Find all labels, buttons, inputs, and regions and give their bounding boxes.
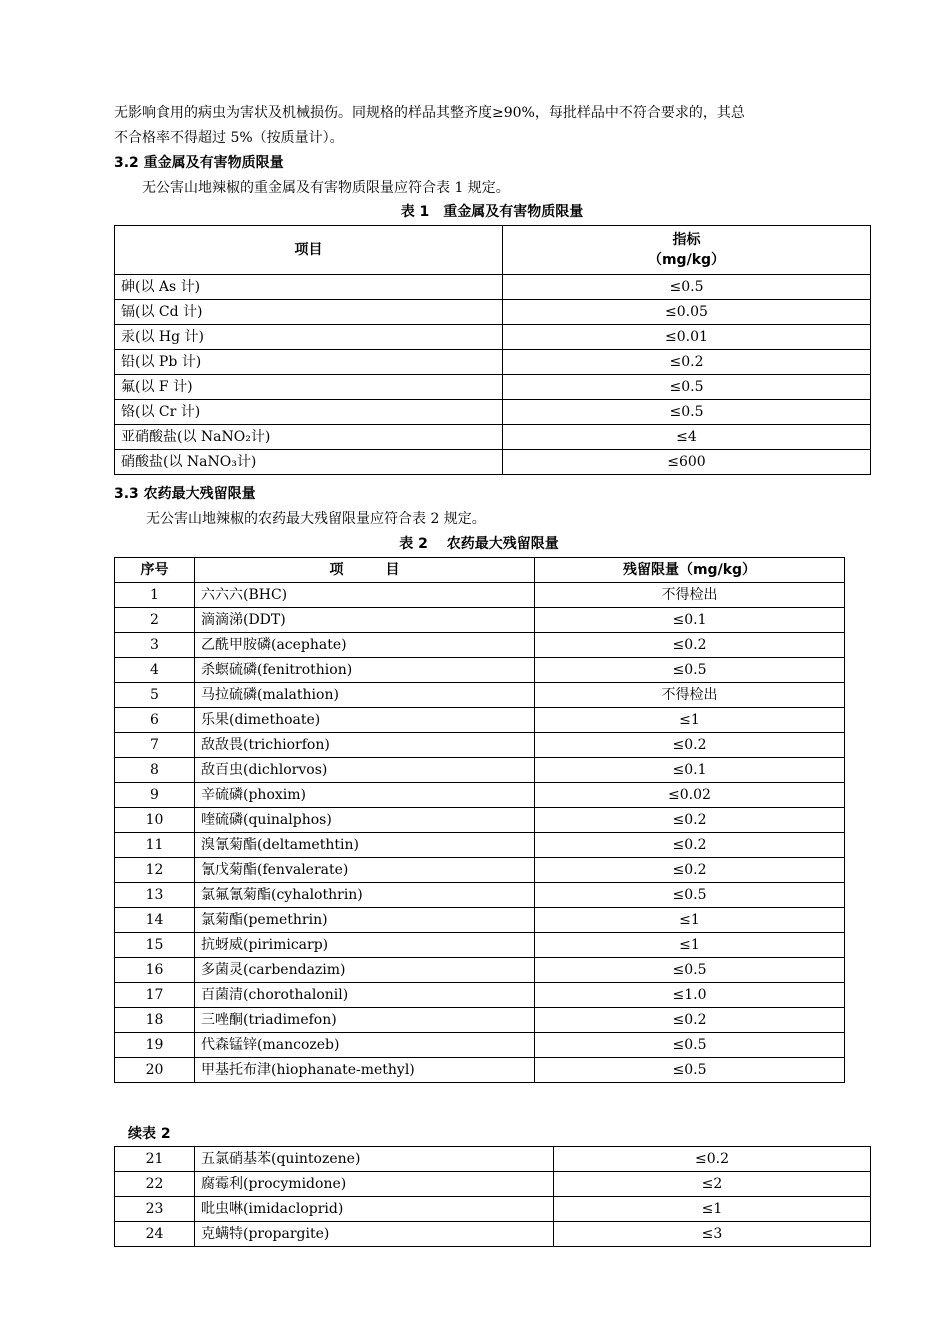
table2-no-cell: 10 — [115, 808, 195, 833]
table1-item-cell: 砷(以 As 计) — [115, 275, 503, 300]
table2-item-cell: 氯氟氰菊酯(cyhalothrin) — [195, 883, 535, 908]
table-row — [115, 808, 845, 833]
table2-limit-cell: ≤0.5 — [535, 883, 845, 908]
table2-cont-limit-cell: ≤0.2 — [554, 1147, 871, 1172]
table-row — [115, 275, 871, 300]
table2-item-cell: 氯菊酯(pemethrin) — [195, 908, 535, 933]
table-row — [115, 350, 871, 375]
table-row — [115, 633, 845, 658]
table2-no-cell: 4 — [115, 658, 195, 683]
table2-no-cell: 9 — [115, 783, 195, 808]
table-row — [115, 1058, 845, 1083]
table2-cont-no-cell: 21 — [115, 1147, 195, 1172]
table2-limit-cell: ≤0.2 — [535, 633, 845, 658]
table1-item-cell: 亚硝酸盐(以 NaNO₂计) — [115, 425, 503, 450]
table2-no-cell: 20 — [115, 1058, 195, 1083]
table2-cont-no-cell: 24 — [115, 1222, 195, 1247]
table1-value-cell: ≤4 — [503, 425, 871, 450]
table1-value-cell: ≤0.5 — [503, 400, 871, 425]
table2-limit-cell: ≤0.2 — [535, 858, 845, 883]
table2-limit-cell: ≤0.1 — [535, 758, 845, 783]
table2-limit-cell: ≤0.5 — [535, 958, 845, 983]
table2-item-cell: 代森锰锌(mancozeb) — [195, 1033, 535, 1058]
table2-limit-cell: ≤0.5 — [535, 1033, 845, 1058]
table1-caption: 表 1 重金属及有害物质限量 — [400, 204, 584, 220]
table-row — [115, 1008, 845, 1033]
table2-limit-cell: ≤1 — [535, 708, 845, 733]
table1-value-cell: ≤0.5 — [503, 375, 871, 400]
table-row — [115, 450, 871, 475]
table1-item-cell: 氟(以 F 计) — [115, 375, 503, 400]
table2-limit-cell: ≤0.5 — [535, 1058, 845, 1083]
section-3-2-heading: 3.2 重金属及有害物质限量 — [114, 155, 284, 171]
table2-item-cell: 辛硫磷(phoxim) — [195, 783, 535, 808]
table2-no-cell: 12 — [115, 858, 195, 883]
table2-cont-item-cell: 克螨特(propargite) — [195, 1222, 554, 1247]
table2-limit-cell: ≤0.5 — [535, 658, 845, 683]
table1-item-cell: 铬(以 Cr 计) — [115, 400, 503, 425]
table2-item-cell: 百菌清(chorothalonil) — [195, 983, 535, 1008]
table2-cont-limit-cell: ≤3 — [554, 1222, 871, 1247]
table1-item-cell: 硝酸盐(以 NaNO₃计) — [115, 450, 503, 475]
table1-item-cell: 汞(以 Hg 计) — [115, 325, 503, 350]
table1 — [114, 225, 871, 475]
table2-header-item: 项 目 — [195, 558, 535, 583]
table-row — [115, 708, 845, 733]
table2-no-cell: 14 — [115, 908, 195, 933]
table2-no-cell: 6 — [115, 708, 195, 733]
table2-item-cell: 乐果(dimethoate) — [195, 708, 535, 733]
table-row — [115, 1172, 871, 1197]
table2-item-cell: 滴滴涕(DDT) — [195, 608, 535, 633]
table2-item-cell: 甲基托布津(hiophanate-methyl) — [195, 1058, 535, 1083]
table-row — [115, 833, 845, 858]
table2-no-cell: 3 — [115, 633, 195, 658]
table1-header-index-label: 指标 — [672, 232, 701, 248]
table2-item-cell: 喹硫磷(quinalphos) — [195, 808, 535, 833]
table2-item-cell: 马拉硫磷(malathion) — [195, 683, 535, 708]
table-row — [115, 325, 871, 350]
table2-cont-item-cell: 吡虫啉(imidacloprid) — [195, 1197, 554, 1222]
table1-body — [115, 275, 871, 475]
table2-no-cell: 2 — [115, 608, 195, 633]
table-row — [115, 758, 845, 783]
table-row — [115, 783, 845, 808]
table-row — [115, 933, 845, 958]
table2-no-cell: 13 — [115, 883, 195, 908]
table2-cont-caption: 续表 2 — [128, 1126, 171, 1142]
table2-item-cell: 氰戊菊酯(fenvalerate) — [195, 858, 535, 883]
table-row — [115, 375, 871, 400]
table2-limit-cell: 不得检出 — [535, 683, 845, 708]
table2-continued-body — [115, 1147, 871, 1247]
section-3-3-heading: 3.3 农药最大残留限量 — [114, 486, 256, 502]
table1-header-item: 项目 — [115, 226, 503, 275]
table2-limit-cell: ≤1 — [535, 933, 845, 958]
table-row — [115, 1197, 871, 1222]
table2-limit-cell: ≤0.2 — [535, 733, 845, 758]
table1-value-cell: ≤0.5 — [503, 275, 871, 300]
table2-item-cell: 抗蚜威(pirimicarp) — [195, 933, 535, 958]
table2-item-cell: 多菌灵(carbendazim) — [195, 958, 535, 983]
table2-limit-cell: ≤0.2 — [535, 833, 845, 858]
table2-no-cell: 19 — [115, 1033, 195, 1058]
table1-item-cell: 铅(以 Pb 计) — [115, 350, 503, 375]
table2-header-limit: 残留限量（mg/kg） — [535, 558, 845, 583]
table2-item-cell: 敌百虫(dichlorvos) — [195, 758, 535, 783]
table1-header-unit: （mg/kg） — [647, 252, 726, 268]
table-row — [115, 858, 845, 883]
table2-item-cell: 三唑酮(triadimefon) — [195, 1008, 535, 1033]
table-row — [115, 400, 871, 425]
table2-item-cell: 溴氰菊酯(deltamethtin) — [195, 833, 535, 858]
table2-limit-cell: ≤1 — [535, 908, 845, 933]
table-row — [115, 958, 845, 983]
table2-limit-cell: ≤0.1 — [535, 608, 845, 633]
table-row — [115, 908, 845, 933]
table2-body — [115, 583, 845, 1083]
table2-item-cell: 乙酰甲胺磷(acephate) — [195, 633, 535, 658]
table1-value-cell: ≤0.2 — [503, 350, 871, 375]
table2-cont-limit-cell: ≤2 — [554, 1172, 871, 1197]
table1-value-cell: ≤600 — [503, 450, 871, 475]
table2-item-cell: 敌敌畏(trichiorfon) — [195, 733, 535, 758]
intro-line-1: 无影响食用的病虫为害状及机械损伤。同规格的样品其整齐度≥90%，每批样品中不符合要求的，其总 — [114, 105, 745, 121]
table2-no-cell: 15 — [115, 933, 195, 958]
table2-cont-item-cell: 腐霉利(procymidone) — [195, 1172, 554, 1197]
table2-cont-no-cell: 22 — [115, 1172, 195, 1197]
table-row — [115, 300, 871, 325]
table2-limit-cell: ≤0.2 — [535, 808, 845, 833]
table2-no-cell: 1 — [115, 583, 195, 608]
table2-header-no: 序号 — [115, 558, 195, 583]
table-row — [115, 1222, 871, 1247]
table-row — [115, 658, 845, 683]
table-row — [115, 1033, 845, 1058]
table2-item-cell: 杀螟硫磷(fenitrothion) — [195, 658, 535, 683]
table-row — [115, 883, 845, 908]
table2-limit-cell: 不得检出 — [535, 583, 845, 608]
table2-no-cell: 11 — [115, 833, 195, 858]
table2-no-cell: 17 — [115, 983, 195, 1008]
table1-value-cell: ≤0.05 — [503, 300, 871, 325]
table2-cont-no-cell: 23 — [115, 1197, 195, 1222]
table1-item-cell: 镉(以 Cd 计) — [115, 300, 503, 325]
table-row — [115, 683, 845, 708]
table2-limit-cell: ≤0.2 — [535, 1008, 845, 1033]
table1-value-cell: ≤0.01 — [503, 325, 871, 350]
table2 — [114, 557, 845, 1083]
intro-line-2: 不合格率不得超过 5%（按质量计）。 — [114, 130, 344, 146]
table2-no-cell: 8 — [115, 758, 195, 783]
table2-no-cell: 18 — [115, 1008, 195, 1033]
section-3-3-text: 无公害山地辣椒的农药最大残留限量应符合表 2 规定。 — [146, 511, 486, 527]
table2-cont-item-cell: 五氯硝基苯(quintozene) — [195, 1147, 554, 1172]
table2-continued — [114, 1146, 871, 1247]
table-row — [115, 425, 871, 450]
table-row — [115, 608, 845, 633]
table2-limit-cell: ≤0.02 — [535, 783, 845, 808]
table-row — [115, 983, 845, 1008]
table2-cont-limit-cell: ≤1 — [554, 1197, 871, 1222]
table-row — [115, 733, 845, 758]
table2-no-cell: 5 — [115, 683, 195, 708]
table1-header-index — [503, 226, 871, 275]
table-row — [115, 583, 845, 608]
table2-no-cell: 16 — [115, 958, 195, 983]
table2-caption: 表 2 农药最大残留限量 — [399, 536, 559, 552]
section-3-2-text: 无公害山地辣椒的重金属及有害物质限量应符合表 1 规定。 — [142, 180, 510, 196]
table2-limit-cell: ≤1.0 — [535, 983, 845, 1008]
table-row — [115, 1147, 871, 1172]
table2-item-cell: 六六六(BHC) — [195, 583, 535, 608]
table2-no-cell: 7 — [115, 733, 195, 758]
